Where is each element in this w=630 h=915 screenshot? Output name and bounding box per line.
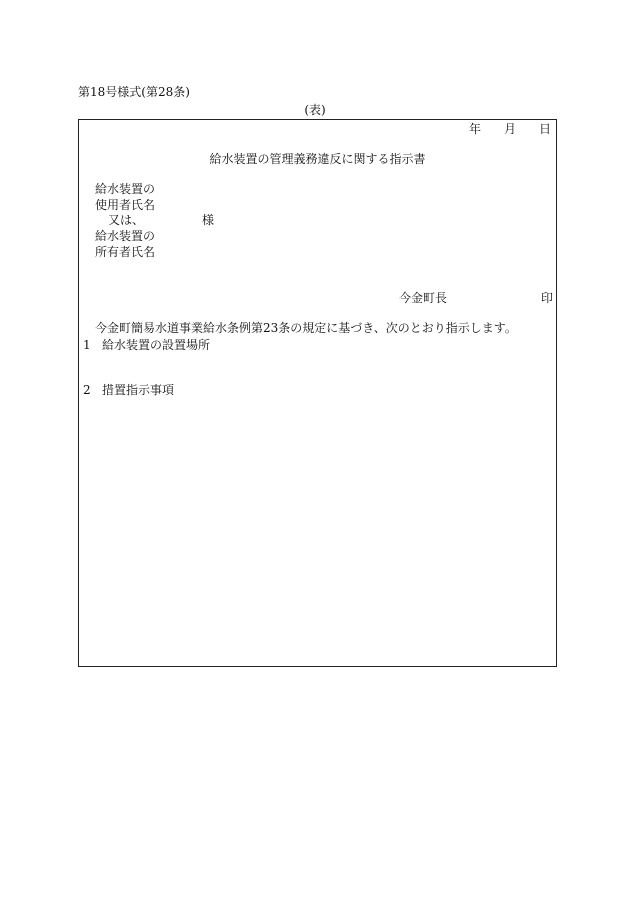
addressee-label-line: 使用者氏名 (95, 198, 156, 212)
form-number-label: 第18号様式(第28条) (78, 85, 190, 99)
addressee-label-line: 給水装置の (95, 229, 156, 243)
addressee-honorific: 様 (202, 213, 215, 227)
addressee-label-line: 又は、 (108, 213, 145, 227)
item-number: 2 (83, 383, 91, 397)
date-year-label: 年 (469, 122, 482, 136)
date-month-label: 月 (504, 122, 517, 136)
item-label: 措置指示事項 (102, 383, 175, 397)
issuer-name: 今金町長 (399, 291, 448, 305)
page-side-label: (表) (304, 103, 326, 117)
document-title: 給水装置の管理義務違反に関する指示書 (209, 152, 426, 166)
seal-mark: 印 (541, 291, 554, 305)
addressee-label-line: 所有者氏名 (95, 245, 156, 259)
item-number: 1 (83, 338, 91, 352)
addressee-label-line: 給水装置の (95, 182, 156, 196)
date-day-label: 日 (539, 122, 552, 136)
item-label: 給水装置の設置場所 (102, 338, 211, 352)
body-text: 今金町簡易水道事業給水条例第23条の規定に基づき、次のとおり指示します。 (95, 321, 517, 335)
form-frame (78, 119, 557, 667)
